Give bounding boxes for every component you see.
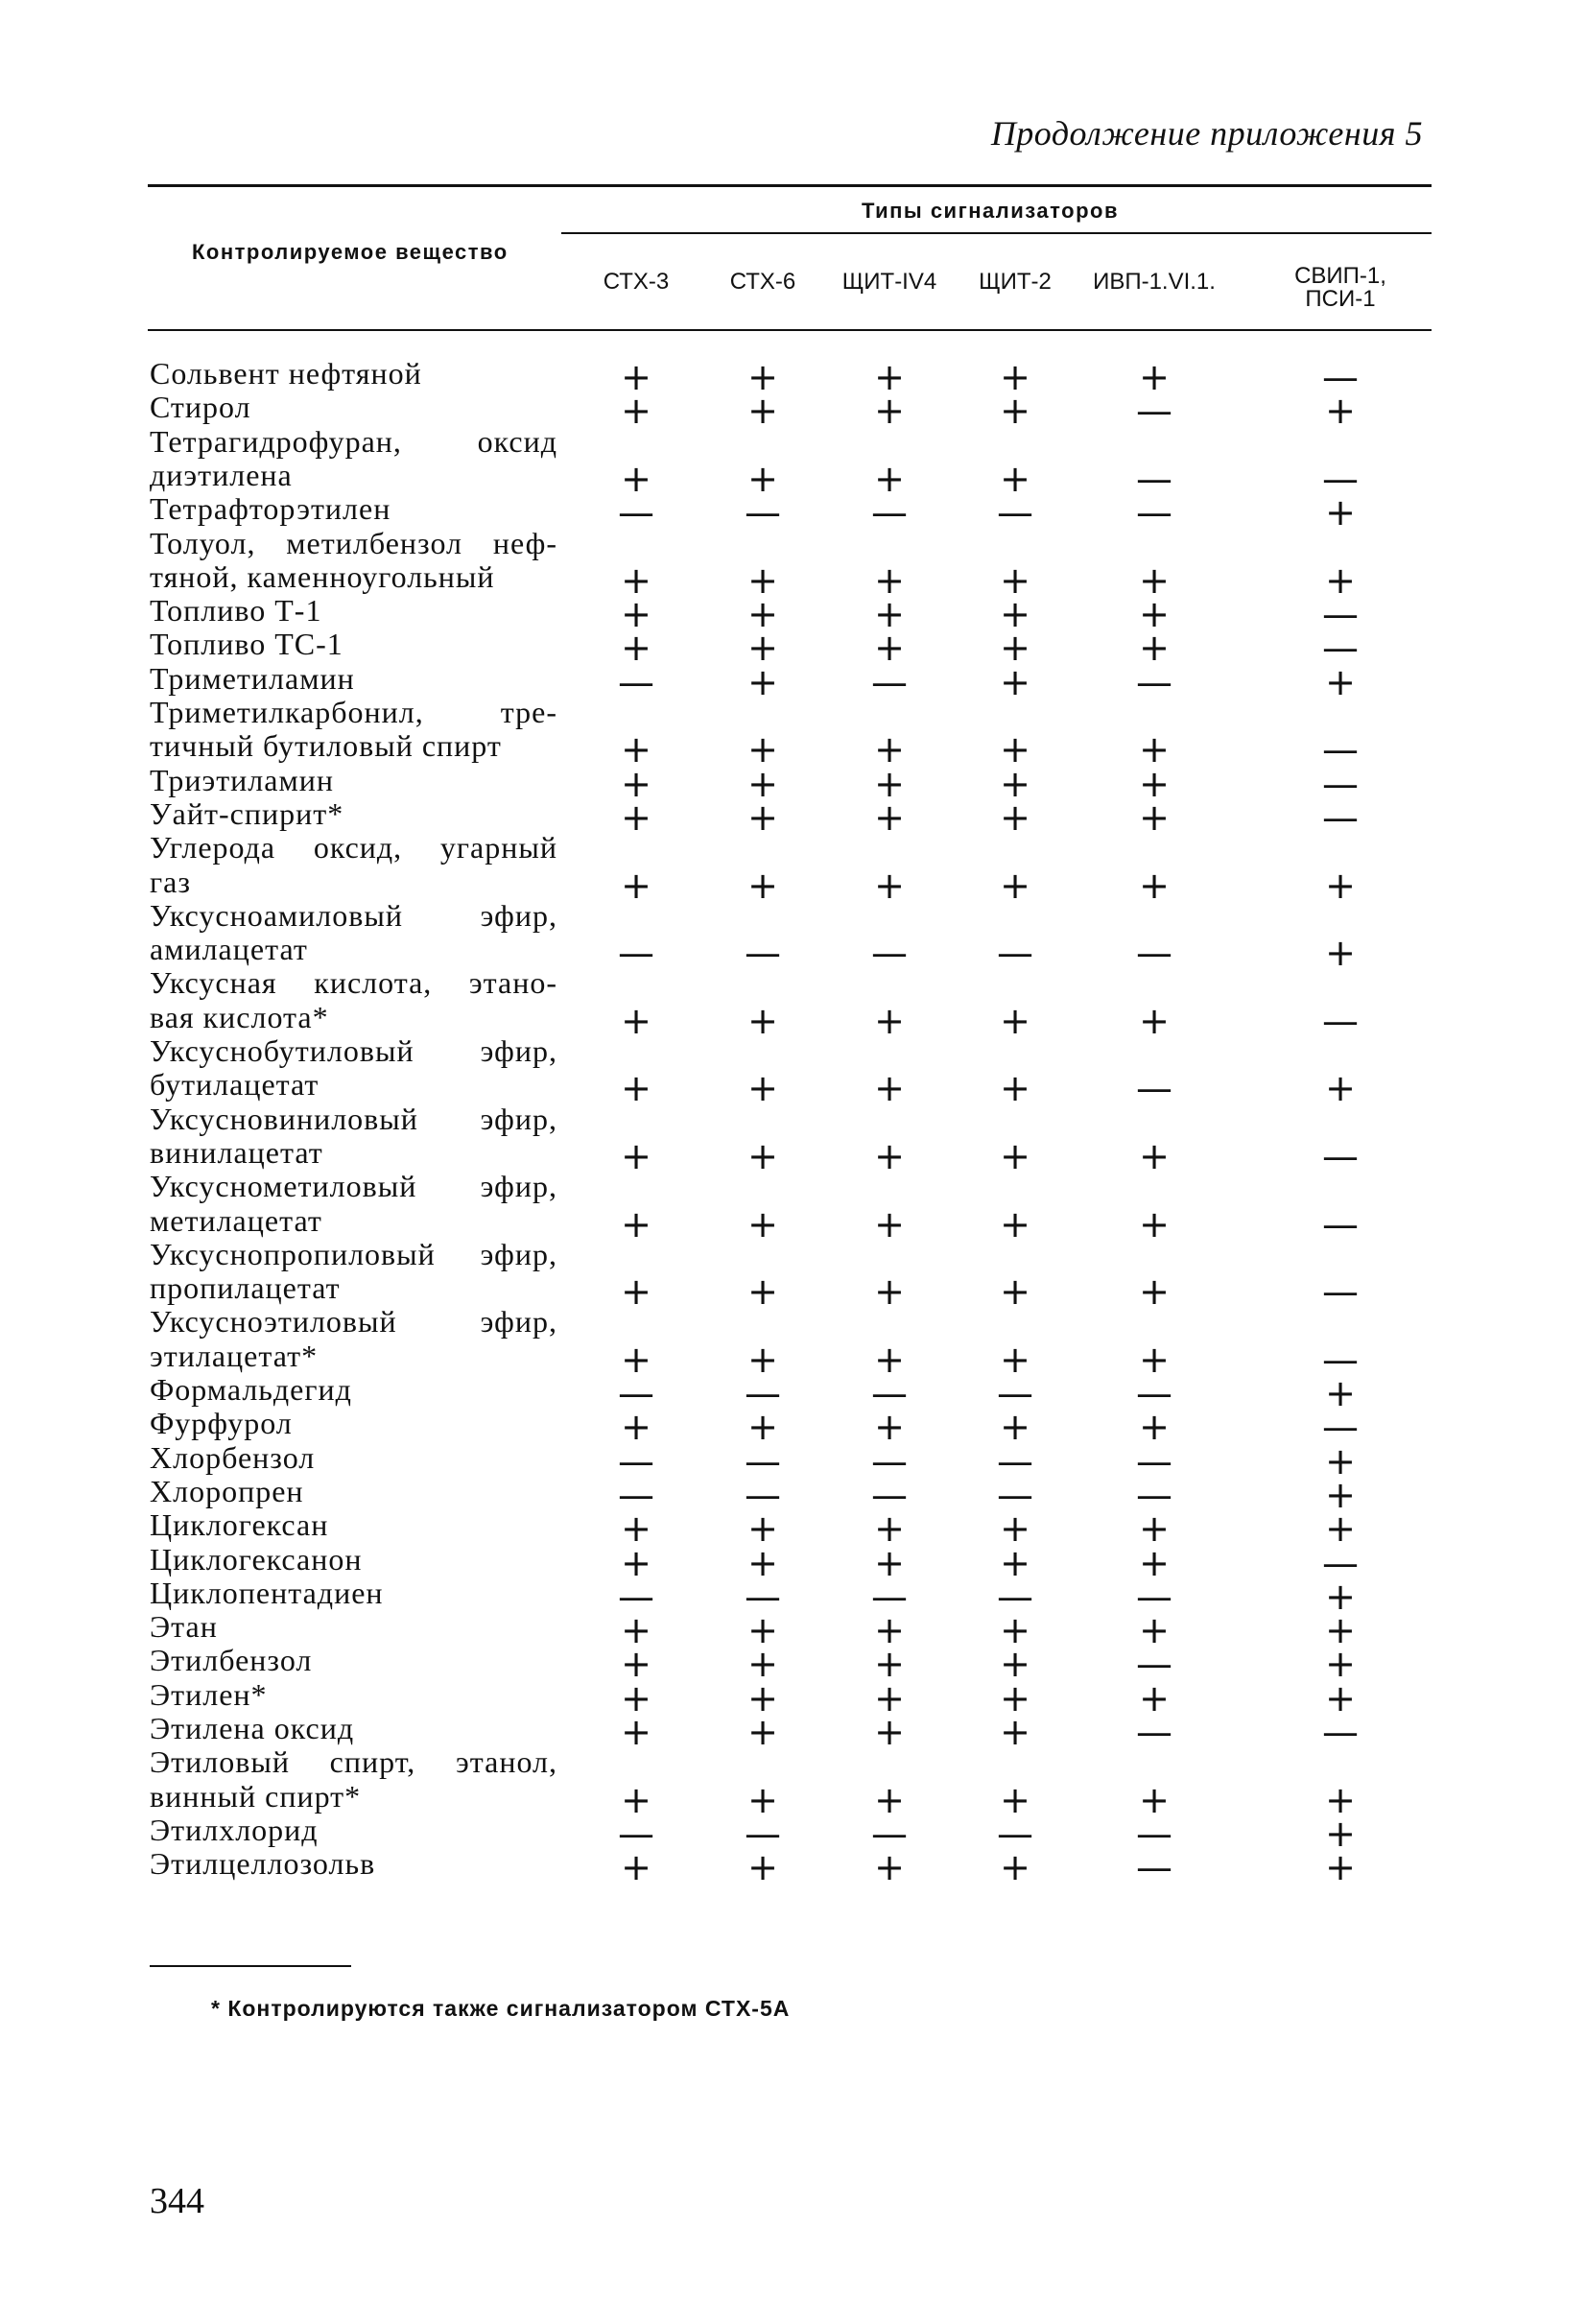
support-mark: + — [1000, 390, 1030, 433]
support-mark: + — [1139, 1202, 1170, 1245]
substance-name-line: Этилхлорид — [150, 1812, 319, 1847]
support-mark: + — [874, 1067, 905, 1110]
substance-name-line: Уксуснометиловый эфир, — [150, 1169, 557, 1204]
support-mark: + — [621, 1202, 651, 1245]
support-mark: + — [874, 1643, 905, 1686]
support-mark: + — [747, 1541, 778, 1584]
support-mark: — — [1136, 457, 1172, 500]
substance-name-line: диэтилена — [150, 457, 293, 492]
support-mark: — — [745, 932, 781, 975]
support-mark: — — [1136, 390, 1172, 433]
column-header-line: СТХ-3 — [603, 269, 670, 295]
support-mark: — — [618, 1439, 654, 1482]
support-mark: + — [747, 1676, 778, 1719]
page-number: 344 — [150, 2181, 204, 2221]
support-mark: + — [747, 593, 778, 636]
support-mark: — — [745, 1372, 781, 1414]
substance-name-line: Уксусноэтиловый эфир, — [150, 1304, 557, 1340]
support-mark: + — [747, 1846, 778, 1889]
substance-name-line: Хлоропрен — [150, 1473, 304, 1508]
substance-name-line: Тетрафторэтилен — [150, 491, 391, 527]
footnote-rule — [150, 1965, 351, 1967]
support-mark: + — [874, 999, 905, 1042]
support-mark: — — [1136, 1711, 1172, 1753]
support-mark: + — [1139, 1609, 1170, 1652]
support-mark: + — [1139, 1338, 1170, 1381]
column-header-line: ИВП-1.VI.1. — [1093, 269, 1216, 295]
support-mark: + — [1325, 390, 1356, 433]
support-mark: + — [621, 1507, 651, 1551]
support-mark: + — [621, 1406, 651, 1449]
support-mark: + — [621, 1711, 651, 1753]
substance-name-line: Топливо Т-1 — [150, 593, 322, 628]
support-mark: + — [621, 999, 651, 1042]
support-mark: + — [621, 356, 651, 398]
support-mark: + — [1000, 627, 1030, 670]
support-mark: + — [1000, 1202, 1030, 1245]
support-mark: + — [747, 390, 778, 433]
support-mark: — — [1322, 1134, 1359, 1177]
support-mark: — — [618, 1812, 654, 1855]
support-mark: — — [1322, 593, 1359, 636]
support-mark: + — [874, 1778, 905, 1821]
support-mark: — — [1136, 1846, 1172, 1889]
support-mark: — — [997, 1439, 1033, 1482]
support-mark: + — [1325, 1778, 1356, 1821]
support-mark: + — [1000, 1609, 1030, 1652]
support-mark: + — [1000, 1270, 1030, 1314]
substance-name-line: бутилацетат — [150, 1067, 320, 1103]
support-mark: — — [1136, 1643, 1172, 1686]
support-mark: + — [747, 457, 778, 500]
support-mark: + — [1139, 593, 1170, 636]
substance-name-line: Этилена оксид — [150, 1711, 355, 1745]
support-mark: + — [1139, 1778, 1170, 1821]
support-mark: + — [874, 1202, 905, 1245]
support-mark: + — [621, 1134, 651, 1177]
support-mark: + — [1139, 762, 1170, 805]
support-mark: + — [1139, 1676, 1170, 1719]
support-mark: + — [747, 1134, 778, 1177]
support-mark: — — [1322, 1338, 1359, 1381]
substance-name-line: тичный бутиловый спирт — [150, 728, 502, 764]
substance-name-line: Стирол — [150, 390, 251, 425]
support-mark: + — [1000, 999, 1030, 1042]
substance-name-line: газ — [150, 864, 191, 899]
support-mark: + — [874, 1541, 905, 1584]
support-mark: — — [1136, 1067, 1172, 1110]
support-mark: + — [621, 457, 651, 500]
support-mark: — — [745, 1439, 781, 1482]
substance-name-line: Уксуснобутиловый эфир, — [150, 1033, 557, 1068]
support-mark: — — [618, 660, 654, 703]
support-mark: + — [1325, 1439, 1356, 1482]
column-header-line: СТХ-6 — [729, 269, 796, 295]
support-mark: + — [1000, 1846, 1030, 1889]
support-mark: + — [747, 1778, 778, 1821]
support-mark: + — [874, 795, 905, 839]
support-mark: + — [874, 1846, 905, 1889]
support-mark: — — [871, 1372, 908, 1414]
support-mark: + — [1139, 627, 1170, 670]
substance-name-line: Сольвент нефтяной — [150, 356, 422, 391]
substance-name-line: Циклопентадиен — [150, 1575, 384, 1610]
support-mark: + — [1000, 1541, 1030, 1584]
support-mark: + — [1000, 1778, 1030, 1821]
substance-name-line: Тетрагидрофуран, оксид — [150, 423, 557, 459]
support-mark: + — [1325, 491, 1356, 534]
substance-name-line: метилацетат — [150, 1202, 322, 1238]
column-header-line: ПСИ-1 — [1305, 286, 1376, 312]
column-header-line: ЩИТ-IV4 — [841, 269, 937, 295]
support-mark: + — [1325, 1575, 1356, 1618]
support-mark: + — [874, 1270, 905, 1314]
support-mark: — — [871, 932, 908, 975]
support-mark: + — [747, 558, 778, 602]
continuation-heading: Продолжение приложения 5 — [990, 114, 1423, 153]
footnote: * Контролируются также сигнализатором СТХ-5А — [211, 1996, 791, 2021]
support-mark: + — [1139, 864, 1170, 907]
support-mark: — — [1322, 1711, 1359, 1753]
support-mark: — — [1136, 1575, 1172, 1618]
support-mark: + — [1000, 356, 1030, 398]
substance-name-line: Этилцеллозольв — [150, 1846, 376, 1882]
support-mark: — — [997, 1812, 1033, 1855]
support-mark: + — [874, 356, 905, 398]
support-mark: + — [1000, 762, 1030, 805]
support-mark: — — [1322, 1270, 1359, 1314]
support-mark: + — [1139, 1541, 1170, 1584]
support-mark: + — [747, 1507, 778, 1551]
support-mark: + — [1000, 1711, 1030, 1753]
support-mark: — — [1322, 1541, 1359, 1584]
support-mark: + — [621, 390, 651, 433]
column-header-line: СВИП-1, — [1294, 263, 1386, 289]
support-mark: + — [1000, 1134, 1030, 1177]
support-mark: + — [1139, 1406, 1170, 1449]
substance-name-line: этилацетат* — [150, 1338, 319, 1373]
support-mark: + — [621, 864, 651, 907]
substance-name-line: Фурфурол — [150, 1406, 293, 1441]
substance-name-line: Толуол, метилбензол неф- — [150, 525, 557, 560]
support-mark: + — [874, 1609, 905, 1652]
support-mark: + — [747, 728, 778, 771]
support-mark: + — [621, 1338, 651, 1381]
support-mark: + — [1325, 558, 1356, 602]
support-mark: — — [871, 1473, 908, 1516]
substance-name-line: Топливо ТС-1 — [150, 627, 343, 662]
support-mark: + — [747, 1202, 778, 1245]
support-mark: + — [874, 558, 905, 602]
support-mark: + — [747, 1609, 778, 1652]
support-mark: + — [1000, 1406, 1030, 1449]
support-mark: — — [1322, 728, 1359, 771]
support-mark: + — [621, 1643, 651, 1686]
support-mark: + — [874, 390, 905, 433]
support-mark: — — [618, 1473, 654, 1516]
support-mark: — — [1322, 356, 1359, 398]
support-mark: + — [621, 593, 651, 636]
support-mark: + — [874, 864, 905, 907]
support-mark: — — [1136, 1812, 1172, 1855]
support-mark: + — [874, 593, 905, 636]
support-mark: + — [1139, 558, 1170, 602]
support-mark: + — [621, 1541, 651, 1584]
support-mark: — — [997, 1575, 1033, 1618]
support-mark: + — [747, 1338, 778, 1381]
support-mark: — — [618, 932, 654, 975]
support-mark: + — [747, 627, 778, 670]
support-mark: + — [621, 762, 651, 805]
substance-name-line: Циклогексан — [150, 1507, 329, 1543]
support-mark: — — [1322, 627, 1359, 670]
support-mark: + — [874, 1711, 905, 1753]
support-mark: + — [747, 660, 778, 703]
support-mark: + — [747, 999, 778, 1042]
support-mark: + — [874, 762, 905, 805]
support-mark: + — [1000, 660, 1030, 703]
support-mark: — — [1322, 1202, 1359, 1245]
support-mark: + — [1000, 1676, 1030, 1719]
support-mark: + — [1000, 558, 1030, 602]
substance-name-line: Триметилкарбонил, тре- — [150, 695, 557, 729]
substance-name-line: Циклогексанон — [150, 1541, 363, 1577]
support-mark: + — [1139, 999, 1170, 1042]
support-mark: + — [1325, 1473, 1356, 1516]
support-mark: — — [1322, 999, 1359, 1042]
substance-name-line: Триметиламин — [150, 660, 355, 696]
substance-name-line: Уайт-спирит* — [150, 795, 344, 831]
support-mark: + — [1325, 1643, 1356, 1686]
support-mark: + — [1139, 1270, 1170, 1314]
support-mark: + — [1000, 1507, 1030, 1551]
support-mark: + — [747, 1643, 778, 1686]
support-mark: — — [1136, 660, 1172, 703]
substance-name-line: Триэтиламин — [150, 762, 334, 797]
support-mark: + — [747, 1270, 778, 1314]
support-mark: + — [1325, 1676, 1356, 1719]
support-mark: — — [1136, 1473, 1172, 1516]
support-mark: — — [1322, 762, 1359, 805]
support-mark: — — [745, 1575, 781, 1618]
substance-name-line: винилацетат — [150, 1134, 323, 1170]
support-mark: + — [1000, 864, 1030, 907]
support-mark: + — [621, 1067, 651, 1110]
support-mark: + — [747, 795, 778, 839]
support-mark: + — [1325, 932, 1356, 975]
support-mark: — — [1136, 932, 1172, 975]
substance-name-line: амилацетат — [150, 932, 308, 967]
support-mark: — — [997, 932, 1033, 975]
substance-name-line: Уксусноамиловый эфир, — [150, 897, 557, 933]
support-mark: + — [1325, 660, 1356, 703]
support-mark: + — [747, 864, 778, 907]
support-mark: — — [871, 491, 908, 534]
substance-name-line: пропилацетат — [150, 1270, 341, 1306]
substance-name-line: Этилбензол — [150, 1643, 313, 1678]
support-mark: — — [745, 491, 781, 534]
support-mark: + — [1000, 728, 1030, 771]
support-mark: + — [621, 627, 651, 670]
support-mark: + — [874, 1676, 905, 1719]
support-mark: — — [997, 1372, 1033, 1414]
support-mark: — — [618, 1372, 654, 1414]
support-mark: — — [871, 1575, 908, 1618]
substance-name-line: тяной, каменноугольный — [150, 558, 495, 594]
support-mark: + — [747, 1711, 778, 1753]
support-mark: + — [747, 356, 778, 398]
support-mark: + — [1325, 1372, 1356, 1414]
support-mark: — — [997, 491, 1033, 534]
substance-name-line: Уксуснопропиловый эфир, — [150, 1236, 557, 1271]
support-mark: + — [747, 1067, 778, 1110]
support-mark: + — [1000, 1643, 1030, 1686]
support-mark: + — [1139, 1134, 1170, 1177]
support-mark: — — [1322, 795, 1359, 839]
support-mark: — — [871, 1439, 908, 1482]
support-mark: + — [1325, 1507, 1356, 1551]
support-mark: + — [874, 1338, 905, 1381]
support-mark: + — [621, 558, 651, 602]
support-mark: + — [621, 1609, 651, 1652]
support-mark: — — [997, 1473, 1033, 1516]
support-mark: + — [621, 1846, 651, 1889]
support-mark: — — [618, 1575, 654, 1618]
support-mark: + — [1000, 795, 1030, 839]
support-mark: + — [874, 728, 905, 771]
substance-name-line: винный спирт* — [150, 1778, 362, 1814]
support-mark: — — [1136, 1372, 1172, 1414]
support-mark: + — [874, 627, 905, 670]
support-mark: + — [621, 728, 651, 771]
support-mark: + — [621, 795, 651, 839]
support-mark: — — [871, 660, 908, 703]
substance-name-line: Хлорбензол — [150, 1439, 316, 1475]
support-mark: + — [874, 1134, 905, 1177]
support-mark: — — [1136, 491, 1172, 534]
substance-name-line: Этилен* — [150, 1676, 268, 1712]
support-mark: + — [1139, 1507, 1170, 1551]
substance-name-line: Формальдегид — [150, 1372, 352, 1407]
substance-name-line: Этиловый спирт, этанол, — [150, 1744, 557, 1780]
substance-name-line: Уксусновиниловый эфир, — [150, 1101, 557, 1136]
substance-name-line: Уксусная кислота, этано- — [150, 965, 557, 1001]
substance-name-line: вая кислота* — [150, 999, 329, 1034]
support-mark: + — [1325, 1609, 1356, 1652]
support-mark: — — [618, 491, 654, 534]
support-mark: + — [1000, 457, 1030, 500]
support-mark: — — [1322, 457, 1359, 500]
support-mark: + — [1139, 728, 1170, 771]
types-title: Типы сигнализаторов — [862, 199, 1119, 223]
support-mark: + — [747, 1406, 778, 1449]
support-mark: + — [1000, 1338, 1030, 1381]
support-mark: + — [874, 1507, 905, 1551]
column-header-line: ЩИТ-2 — [979, 269, 1052, 295]
support-mark: + — [1139, 356, 1170, 398]
support-mark: + — [1325, 1846, 1356, 1889]
support-mark: + — [874, 1406, 905, 1449]
support-mark: — — [745, 1812, 781, 1855]
support-mark: — — [1136, 1439, 1172, 1482]
substance-column-header: Контролируемое вещество — [192, 240, 509, 264]
substance-name-line: Этан — [150, 1609, 218, 1645]
support-mark: + — [1325, 1812, 1356, 1855]
support-mark: — — [871, 1812, 908, 1855]
support-mark: + — [1325, 864, 1356, 907]
support-mark: + — [1000, 593, 1030, 636]
support-mark: — — [745, 1473, 781, 1516]
support-mark: + — [747, 762, 778, 805]
support-mark: — — [1322, 1406, 1359, 1449]
support-mark: + — [874, 457, 905, 500]
support-mark: + — [1139, 795, 1170, 839]
support-mark: + — [1000, 1067, 1030, 1110]
substance-name-line: Углерода оксид, угарный — [150, 830, 557, 866]
support-mark: + — [1325, 1067, 1356, 1110]
support-mark: + — [621, 1270, 651, 1314]
support-mark: + — [621, 1778, 651, 1821]
support-mark: + — [621, 1676, 651, 1719]
